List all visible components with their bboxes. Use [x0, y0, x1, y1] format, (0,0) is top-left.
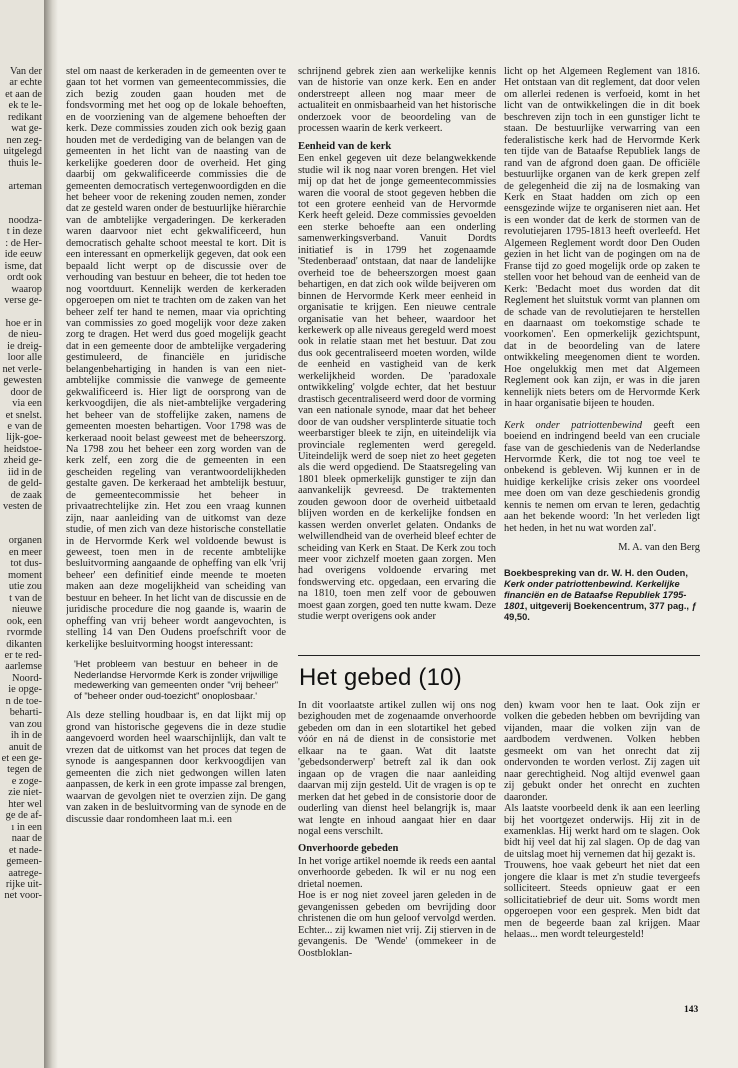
- facing-page-text: loor alle: [7, 352, 42, 364]
- paragraph: Hoe is er nog niet zoveel jaren geleden in de gevangenissen gebeden om bevrijding door christenen die om hun geloof vervolgd werden. Echter... zij kwamen niet vrij. Zij stierven in de gevangenis. De 'Wende' (ommekeer in de Oostbloklan-: [298, 890, 496, 959]
- facing-page-text: nieuwe: [9, 604, 42, 616]
- page-gutter: [44, 0, 58, 1068]
- facing-page-text: arteman: [8, 180, 42, 192]
- facing-page-text: isme, dat: [4, 260, 42, 272]
- section-heading: Onverhoorde gebeden: [298, 843, 399, 855]
- paragraph: stel om naast de kerkeraden in de gemeenten over te gaan tot het vormen van gemeentecommissies, die zich bezig zouden gaan houden met de fondsvorming met het oog op de lokale behoeften, en de voorziening van de algemene behoeften der kerk. Deze commissies zouden zich ook bezig gaan houden met de verdediging van de belangen van de gemeenten in het licht van de naasting van de kerkelijke goederen door de overheid. Het ging daarbij om gekwalificeerde commissies die de gemeenten democratisch vertegenwoordigden en die het beheer voor de rekening zouden nemen, zonder dat ze gesteld waren onder de bestuurlijke hiërarchie van de ambtelijke vergaderingen. De kerkeraden waren daarvoor niet echt gekwalificeerd, hun democratisch gehalte schoot meestal te kort. Dit is een interessant en opmerkelijk gegeven, dat ook een bepaald licht werpt op de discussie over de verhouding van bestuur en beheer, die tot heden toe nog voortduurt. Kennelijk werden de kerkeraden opgeroepen om niet te trachten om de zaken van het beheer zelf ter hand te nemen, maar via oprichting van commissies zo goed mogelijk voor deze zaken zorg te dragen. Het werd dus goed mogelijk geacht dat in een gemeente door de ambtelijke vergadering gestimuleerd, de financiële en juridische belangenbehartiging in handen is van een niet-ambtelijke commissie die vanwege de gemeente gekwalificeerd is. Hier ligt de oorsprong van de kerkvoogdijen, die als niet-ambtelijke vergadering het beheer van de stoffelijke zaken, namens de gemeenten moesten behartigen. Voor 1798 was de kerkeraad nooit belast geweest met de beheerszorg. Na 1798 zou het beheer een zorg worden van de kerk zelf, een zorg die de gemeenten in een gescheiden regeling van verantwoordelijkheden gestalte gaven. De kerkeraad het ambtelijk bestuur, de gemeentecommissie het beheer in privaatrechtelijke zin. Het zou een vraag kunnen zijn, naar aanleiding van de uitkomst van deze studie, of men zich van deze historische constellatie in de Hervormde Kerk wel voldoende bewust is geweest, toen men in de recente ambtelijke besluitvorming aangaande de opheffing van elk 'vrij beheer' een definitief einde meende te moeten maken aan deze mogelijkheid van scheiding van bestuur en beheer. In het licht van de discussie en de juridische procedure die nog gaande is, waarin de opheffing van vrij beheer wordt aangevochten, is stelling 14 van Den Oudens proefschrift voor de kerkelijke besluitvorming hoogst interessant:: [66, 66, 286, 650]
- paragraph: In het vorige artikel noemde ik reeds een aantal onverhoorde gebeden. Ik wil er nu nog een drietal noemen.: [298, 855, 496, 890]
- column-1: [66, 66, 286, 1006]
- facing-page-text: wat ge-: [11, 123, 42, 135]
- gebed-column-2: [504, 700, 700, 1000]
- paragraph: Als laatste voorbeeld denk ik aan een leerling bij het voortgezet onderwijs. Hij zit in de examenklas. Hij werkt hard om te slagen. Ook bidt hij veel dat hij zal slagen. Op de dag van de uitslag moet hij vernemen dat hij gezakt is.: [504, 803, 700, 860]
- facing-page-text: utie zou: [8, 581, 42, 593]
- facing-page-text: thuis le-: [8, 157, 42, 169]
- facing-page-text: door de: [7, 386, 42, 398]
- facing-page-text: ie opge-: [8, 684, 42, 696]
- facing-page-text: via een: [12, 398, 42, 410]
- facing-page-text: et een ge-: [1, 753, 42, 764]
- facing-page-text: hter wel: [8, 798, 42, 810]
- facing-page-text: van zou: [9, 718, 42, 730]
- facing-page-text: naar de: [9, 833, 42, 845]
- review-credit-text: Boekbespreking van dr. W. H. den Ouden,: [504, 567, 688, 578]
- facing-page-text: noodza-: [8, 214, 42, 226]
- facing-page-text: ge de af-: [5, 810, 42, 822]
- facing-page-text: rvormde: [6, 627, 42, 639]
- facing-page-text: de zaak: [10, 489, 42, 501]
- divider: [298, 655, 700, 656]
- column-2: [298, 66, 496, 652]
- facing-page-text: moment: [7, 569, 42, 581]
- facing-page-text: ordt ook: [7, 272, 42, 284]
- facing-page-text: zheid ge-: [3, 455, 42, 467]
- facing-page-text: dikanten: [6, 638, 42, 650]
- facing-page-text: e zoge-: [11, 775, 42, 787]
- facing-page-text: zie niet-: [8, 787, 42, 799]
- facing-page-text: de geld-: [8, 478, 42, 490]
- facing-page-text: net voor-: [4, 890, 42, 902]
- facing-page-text: et aan de: [5, 88, 42, 100]
- facing-page-text: er te red-: [4, 649, 42, 661]
- facing-page-text: e van de: [7, 420, 42, 432]
- facing-page-text: n de toe-: [5, 695, 42, 707]
- facing-page-text: en meer: [8, 546, 42, 558]
- facing-page-text: ı in een: [11, 821, 42, 833]
- facing-page-text: ek te le-: [8, 100, 42, 112]
- facing-page-text: uitgelegd: [3, 146, 42, 158]
- author-signature: M. A. van den Berg: [618, 542, 700, 554]
- paragraph-text: geeft een boeiend en indringend beeld van een cruciale fase van de geschiedenis van de Nederlandse Hervormde Kerk, die tot nog toe veel te onbekend is gebleven. Wij kunnen er in de huidige kerkelijke crisis zeker ons voordeel mee doen om van deze geschiedenis grondig kennis te nemen om ervan te leren, gedachtig aan het bekende woord: 'In het verleden ligt het heden, in het nu wat worden zal'.: [504, 419, 700, 534]
- paragraph: licht op het Algemeen Reglement van 1816. Het ontstaan van dit reglement, dat door velen om allerlei redenen is verfoeid, komt in het licht van de ontwikkelingen die in dit boek beschreven zijn toch in een gunstiger licht te staan. De bestuurlijke verwarring van een federalistische kerk had de Hervormde Kerk ten tijde van de Bataafse Republiek langs de rand van de afgrond doen gaan. De officiële bestuurlijke organen van de kerk grepen zelf de gelegenheid die zij na de losmaking van Kerk en Staat hadden om zich op een eensgezinde wijze te organiseren niet aan. Het is een wonder dat de kerk de stormen van de revolutiejaren 1795-1813 heeft overleefd. Het Algemeen Reglement wordt door Den Ouden gezien in het licht van de pogingen om na de Franse tijd zo goed mogelijk orde op zaken te stellen voor het behoud van de eenheid van de Kerk: 'Bedacht moet dus worden dat dit Reglement het sluitstuk vormt van plannen om de schade van de revolutiejaren te herstellen en daarnaast om toekomstige schade te voorkomen'. Een opmerkelijk gezichtspunt, dat in de beoordeling van de latere ontwikkeling meegenomen dient te worden. Hoe ongelukkig men met dat Algemeen Reglement ook kan zijn, er was in die jaren kennelijk niets beters om de Hervormde Kerk in haar organisatie bijeen te houden.: [504, 66, 700, 410]
- review-book-title: Kerk onder patriottenbewind. Kerkelijke financiën en de Bataafse Republiek 1795-1801: [504, 578, 687, 611]
- book-review-credit: [504, 568, 700, 623]
- facing-page-text: waarop: [8, 283, 42, 295]
- book-title: Kerk onder patriottenbewind: [504, 419, 643, 431]
- article-title: Het gebed (10): [299, 664, 462, 691]
- paragraph: In dit voorlaatste artikel zullen wij ons nog bezighouden met de zogenaamde onverhoorde gebeden om dan in een slotartikel het gebed vóór en ná de dienst in de consistorie met elkaar na te gaan. Wat dit laatste 'gebedsonderwerp' betreft zal ik dan ook ingaan op de vragen die naar aanleiding daarvan mij zijn gesteld. Uit de vragen is op te merken dat het gebed in de consistorie door de ouderling van dienst heel belangrijk is, maar wat lengte en inhoud aangaat hier en daar nogal eens verschilt.: [298, 700, 496, 837]
- paragraph: schrijnend gebrek zien aan werkelijke kennis van de historie van onze kerk. Een en ander onderstreept alleen nog maar meer de actualiteit en onmisbaarheid van het historische onderzoek voor de beoordeling van de processen waarin de kerk verkeert.: [298, 66, 496, 135]
- facing-page-text: t in deze: [6, 226, 42, 238]
- facing-page-text: tegen de: [7, 764, 42, 776]
- facing-page-text: tot dus-: [10, 558, 42, 570]
- facing-page-text: organen: [8, 535, 42, 547]
- facing-page-text: heidstoe-: [3, 443, 42, 455]
- gebed-column-1: [298, 700, 496, 1008]
- facing-page-text: redikant: [7, 111, 42, 123]
- facing-page-text: vesten de: [3, 501, 42, 513]
- facing-page-text: Noord-: [9, 672, 42, 684]
- review-publisher: , uitgeverij Boekencentrum, 377 pag., ƒ 49,50.: [504, 600, 697, 622]
- facing-page-text: verse ge-: [4, 295, 42, 306]
- facing-page-text: ook, een: [6, 615, 42, 627]
- paragraph: Als deze stelling houdbaar is, en dat lijkt mij op grond van historische gegevens die in deze studie aangevoerd worden heel waarschijnlijk, dan valt te vrezen dat de uitkomst van het proces dat tegen de synode is aangespannen door kerkvoogdijen van gemeenten die zich niet gedwongen willen laten aanpassen, de kerk in een grote impasse zal brengen, waarvan de gevolgen niet te overzien zijn. De gang van zaken in de besluitvorming van de synode en de discussie daar rondomheen laat m.i. een: [66, 710, 286, 825]
- facing-page-text: rijke uit-: [5, 878, 42, 890]
- facing-page-text: iid in de: [7, 466, 42, 478]
- facing-page-text: lijk-goe-: [6, 432, 42, 444]
- paragraph: [504, 420, 700, 535]
- facing-page-text: : de Her-: [5, 237, 42, 249]
- section-heading: Eenheid van de kerk: [298, 140, 392, 152]
- page-number: 143: [684, 1005, 699, 1015]
- facing-page-text: anuit de: [8, 741, 42, 753]
- facing-page-text: et nade-: [8, 844, 42, 856]
- facing-page-text: ie dreig-: [7, 340, 42, 352]
- facing-page-text: gemeen-: [6, 856, 42, 868]
- facing-page-text: et snelst.: [5, 409, 42, 421]
- paragraph: Een enkel gegeven uit deze belangwekkende studie wil ik nog naar voren brengen. Het viel mij op dat het de jonge gemeentecommissies waren die vooral de stoot gegeven hebben die tot een grotere eenheid van de Hervormde Kerk heeft geleid. Deze commissies gevoelden een sterke behoefte aan een onderling samenwerkingsverband. Vanuit Dordts initiatief is in 1799 het zogenaamde 'Stedenberaad' ontstaan, dat naar de landelijke overheid toe de beheerszorgen moest gaan behartigen, en dat zich ook wilde beijveren om binnen de Hervormde Kerk meer eenheid in organisatie te krijgen. Een nieuwe centrale organisatie van het beheer, waardoor het kerkewerk op alle niveaus geregeld werd moest ook in relatie staan met het bestuur. Dat zou dus ook gecentraliseerd moeten worden, wilde de eenheid en vastigheid van de kerk werkelijkheid worden. De 'paradoxale ontwikkeling' volgde echter, dat het bestuur drastisch gecentraliseerd werd door de vorming van een nationale synode, maar dat het beheer door de van oudsher versplinterde situatie toch weerbarstiger bleek te zijn, en uiteindelijk via provinciale reglementen werd geregeld. Uiteindelijk werd de soep niet zo heet gegeten als die werd opgediend. De Staatsregeling van 1801 bleek opmerkelijk gunstiger te zijn dan aanvankelijk gevreesd. De traktementen zouden gewoon door de overheid uitbetaald blijven worden en de kerkelijke fondsen en kassen werden onverlet gelaten. Ondanks de welwillendheid van de overheid bleef echter de scheiding van Kerk en Staat. De Kerk zou toch meer voor zichzelf moeten gaan zorgen. Men had overigens voldoende ervaring met fondswerving etc. opgedaan, een ervaring die na 1810, toen men zelf voor de gebouwen moest gaan zorgen, goed ten nutte kwam. Deze studie werpt overigens ook ander: [298, 153, 496, 623]
- facing-page-text: nen zeg-: [6, 134, 42, 146]
- paragraph: Trouwens, hoe vaak gebeurt het niet dat een jongere die klaar is met z'n studie tevergeefs solliciteert. Steeds opnieuw gaat er een sollicitatiebrief de deur uit. Soms wordt men opgeroepen voor een gesprek. Men bidt dat men de begeerde baan zal krijgen. Maar helaas... men wordt teleurgesteld!: [504, 860, 700, 941]
- facing-page-text: hoe er in: [5, 317, 42, 329]
- facing-page-text: de nieu-: [8, 329, 42, 341]
- facing-page-text: ar echte: [9, 77, 42, 89]
- facing-page-text: ide eeuw: [4, 249, 42, 261]
- facing-page-text: net verle-: [2, 363, 42, 375]
- paragraph: den) kwam voor hen te laat. Ook zijn er volken die gebeden hebben om bevrijding van vijanden, maar die volken zijn van de aardbodem verdwenen. Volken hebben gesmeekt om van het onrecht dat zij ondervonden te worden verlost. Zij zagen uit naar gerechtigheid. Nog altijd evenwel gaan zij gebukt onder het onrecht en zuchten daaronder.: [504, 700, 700, 803]
- quote: 'Het probleem van bestuur en beheer in de Nederlandse Hervormde Kerk is zonder vrijwillige medewerking van gemeenten onder "vrij beheer" of "beheer onder oud-toezicht" onoplosbaar.': [74, 659, 278, 701]
- facing-page-text: ih in de: [10, 730, 42, 742]
- facing-page-text: gewesten: [3, 375, 42, 387]
- facing-page-text: aatrege-: [8, 867, 42, 879]
- facing-page-text: t van de: [9, 592, 42, 604]
- facing-page-text: Van der: [9, 66, 42, 77]
- column-3: [504, 66, 700, 652]
- facing-page-text: beharti-: [9, 707, 42, 719]
- facing-page-text: aarlemse: [5, 661, 42, 673]
- facing-page-fragment: [0, 0, 44, 1068]
